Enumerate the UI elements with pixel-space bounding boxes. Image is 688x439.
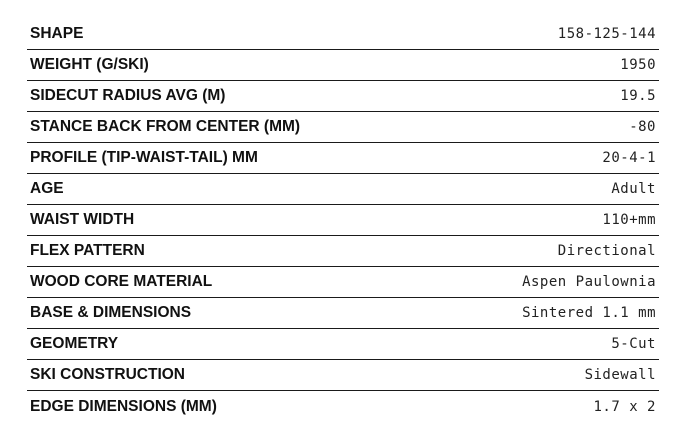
spec-label: PROFILE (TIP-WAIST-TAIL) MM [30, 149, 258, 166]
spec-row-shape [27, 19, 659, 50]
spec-value: Sidewall [584, 367, 656, 383]
spec-label: SKI CONSTRUCTION [30, 366, 185, 383]
spec-value: 20-4-1 [602, 150, 656, 166]
spec-row-ski-construction [27, 360, 659, 391]
spec-row-wood-core [27, 267, 659, 298]
spec-value: 19.5 [620, 88, 656, 104]
spec-row-waist-width [27, 205, 659, 236]
spec-label: WEIGHT (G/SKI) [30, 56, 149, 73]
spec-value: Aspen Paulownia [522, 274, 656, 290]
spec-label: STANCE BACK FROM CENTER (MM) [30, 118, 301, 135]
spec-label: SHAPE [30, 25, 84, 42]
spec-value: 1950 [620, 57, 656, 73]
spec-row-geometry [27, 329, 659, 360]
spec-row-weight [27, 50, 659, 81]
spec-row-base-dimensions [27, 298, 659, 329]
spec-label: BASE & DIMENSIONS [30, 304, 192, 321]
spec-label: WAIST WIDTH [30, 211, 135, 228]
spec-value: 110+mm [602, 212, 656, 228]
spec-row-flex-pattern [27, 236, 659, 267]
spec-label: AGE [30, 180, 64, 197]
spec-label: SIDECUT RADIUS AVG (M) [30, 87, 226, 104]
spec-row-age [27, 174, 659, 205]
spec-row-sidecut-radius [27, 81, 659, 112]
spec-table [27, 19, 659, 422]
spec-label: EDGE DIMENSIONS (MM) [30, 397, 217, 415]
spec-value: Adult [611, 181, 656, 197]
spec-row-edge-dimensions [27, 391, 659, 422]
spec-value: 158-125-144 [557, 26, 656, 42]
spec-row-stance-back [27, 112, 659, 143]
spec-value: Directional [557, 243, 656, 259]
spec-value: 5-Cut [611, 336, 656, 352]
spec-value: -80 [629, 119, 656, 135]
spec-row-profile [27, 143, 659, 174]
spec-label: WOOD CORE MATERIAL [30, 273, 213, 290]
spec-value: Sintered 1.1 mm [522, 305, 656, 321]
spec-label: FLEX PATTERN [30, 242, 145, 259]
spec-value: 1.7 x 2 [593, 398, 656, 415]
spec-label: GEOMETRY [30, 335, 119, 352]
